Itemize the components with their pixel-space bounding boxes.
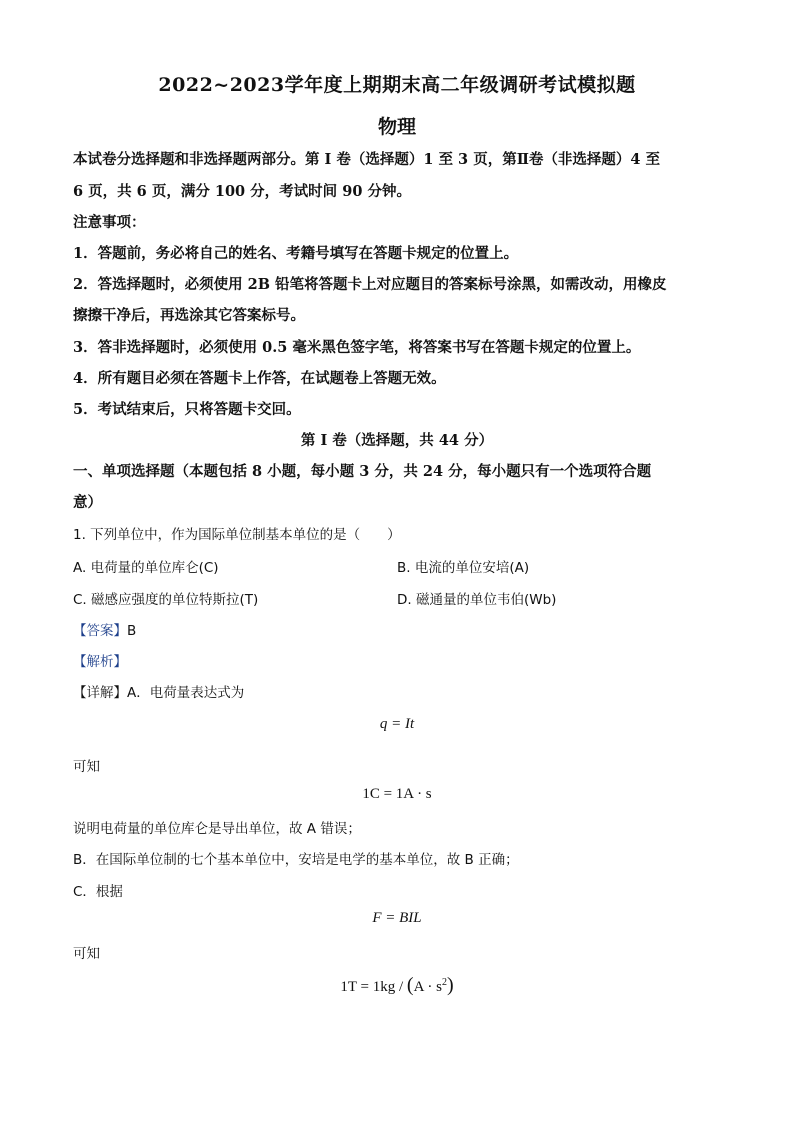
answer-tag: 【答案】 xyxy=(73,623,127,639)
answer-value: B xyxy=(127,623,137,639)
conclusion-a: 说明电荷量的单位库仑是导出单位，故 A 错误； xyxy=(73,821,361,837)
formula-q: q xyxy=(379,716,388,732)
option-d: D. 磁通量的单位韦伯(Wb) xyxy=(397,592,557,608)
kezhi-1: 可知 xyxy=(73,759,100,775)
formula-tesla-exp: 2 xyxy=(441,977,447,988)
formula-q-it xyxy=(0,716,794,733)
detail-line xyxy=(73,681,244,701)
detail-tag: 【详解】 xyxy=(73,685,127,701)
note-item-5: 5．考试结束后，只将答题卡交回。 xyxy=(73,401,301,418)
kezhi-2: 可知 xyxy=(73,946,100,962)
paren-open: ( xyxy=(406,974,414,996)
formula-tesla xyxy=(0,974,794,997)
answer-line xyxy=(73,619,136,639)
formula-f-bil: F = BIL xyxy=(372,910,422,926)
option-c: C. 磁感应强度的单位特斯拉(T) xyxy=(73,592,259,608)
subject-title: 物理 xyxy=(377,116,416,138)
note-item-4: 4．所有题目必须在答题卡上作答，在试题卷上答题无效。 xyxy=(73,370,446,387)
section-heading-a: 一、单项选择题（本题包括 8 小题，每小题 3 分，共 24 分，每小题只有一个选项符合题 xyxy=(73,463,652,480)
page-title: 2022~2023学年度上期期末高二年级调研考试模拟题 xyxy=(158,74,636,96)
formula-q-rest: = It xyxy=(387,716,415,732)
note-item-2a: 2．答选择题时，必须使用 2B 铅笔将答题卡上对应题目的答案标号涂黑，如需改动，用橡皮 xyxy=(73,276,667,293)
part1-heading: 第 I 卷（选择题，共 44 分） xyxy=(300,432,494,449)
analysis-line xyxy=(73,650,127,670)
option-a: A. 电荷量的单位库仑(C) xyxy=(73,560,219,576)
line-c: C．根据 xyxy=(73,884,123,900)
intro-line-1: 本试卷分选择题和非选择题两部分。第 I 卷（选择题）1 至 3 页，第Ⅱ卷（非选择题）4 至 xyxy=(73,151,661,168)
note-item-2b: 擦擦干净后，再选涂其它答案标号。 xyxy=(73,307,305,324)
question-stem: 1. 下列单位中，作为国际单位制基本单位的是（ ） xyxy=(73,527,401,543)
section-heading-b: 意） xyxy=(73,494,102,511)
conclusion-b: B．在国际单位制的七个基本单位中，安培是电学的基本单位，故 B 正确； xyxy=(73,852,519,868)
analysis-tag: 【解析】 xyxy=(73,654,127,670)
paren-close: ) xyxy=(446,974,454,996)
detail-text: A．电荷量表达式为 xyxy=(127,685,245,701)
formula-coulomb: 1C = 1A · s xyxy=(362,786,432,802)
option-b: B. 电流的单位安培(A) xyxy=(397,560,530,576)
formula-tesla-pre: 1T = 1kg / xyxy=(340,979,407,995)
note-item-1: 1．答题前，务必将自己的姓名、考籍号填写在答题卡规定的位置上。 xyxy=(73,245,519,262)
intro-line-2: 6 页，共 6 页，满分 100 分，考试时间 90 分钟。 xyxy=(73,183,411,200)
note-item-3: 3．答非选择题时，必须使用 0.5 毫米黑色签字笔，将答案书写在答题卡规定的位置上。 xyxy=(73,339,641,356)
formula-tesla-inner: A · s xyxy=(413,979,442,995)
notes-heading: 注意事项： xyxy=(73,214,146,231)
